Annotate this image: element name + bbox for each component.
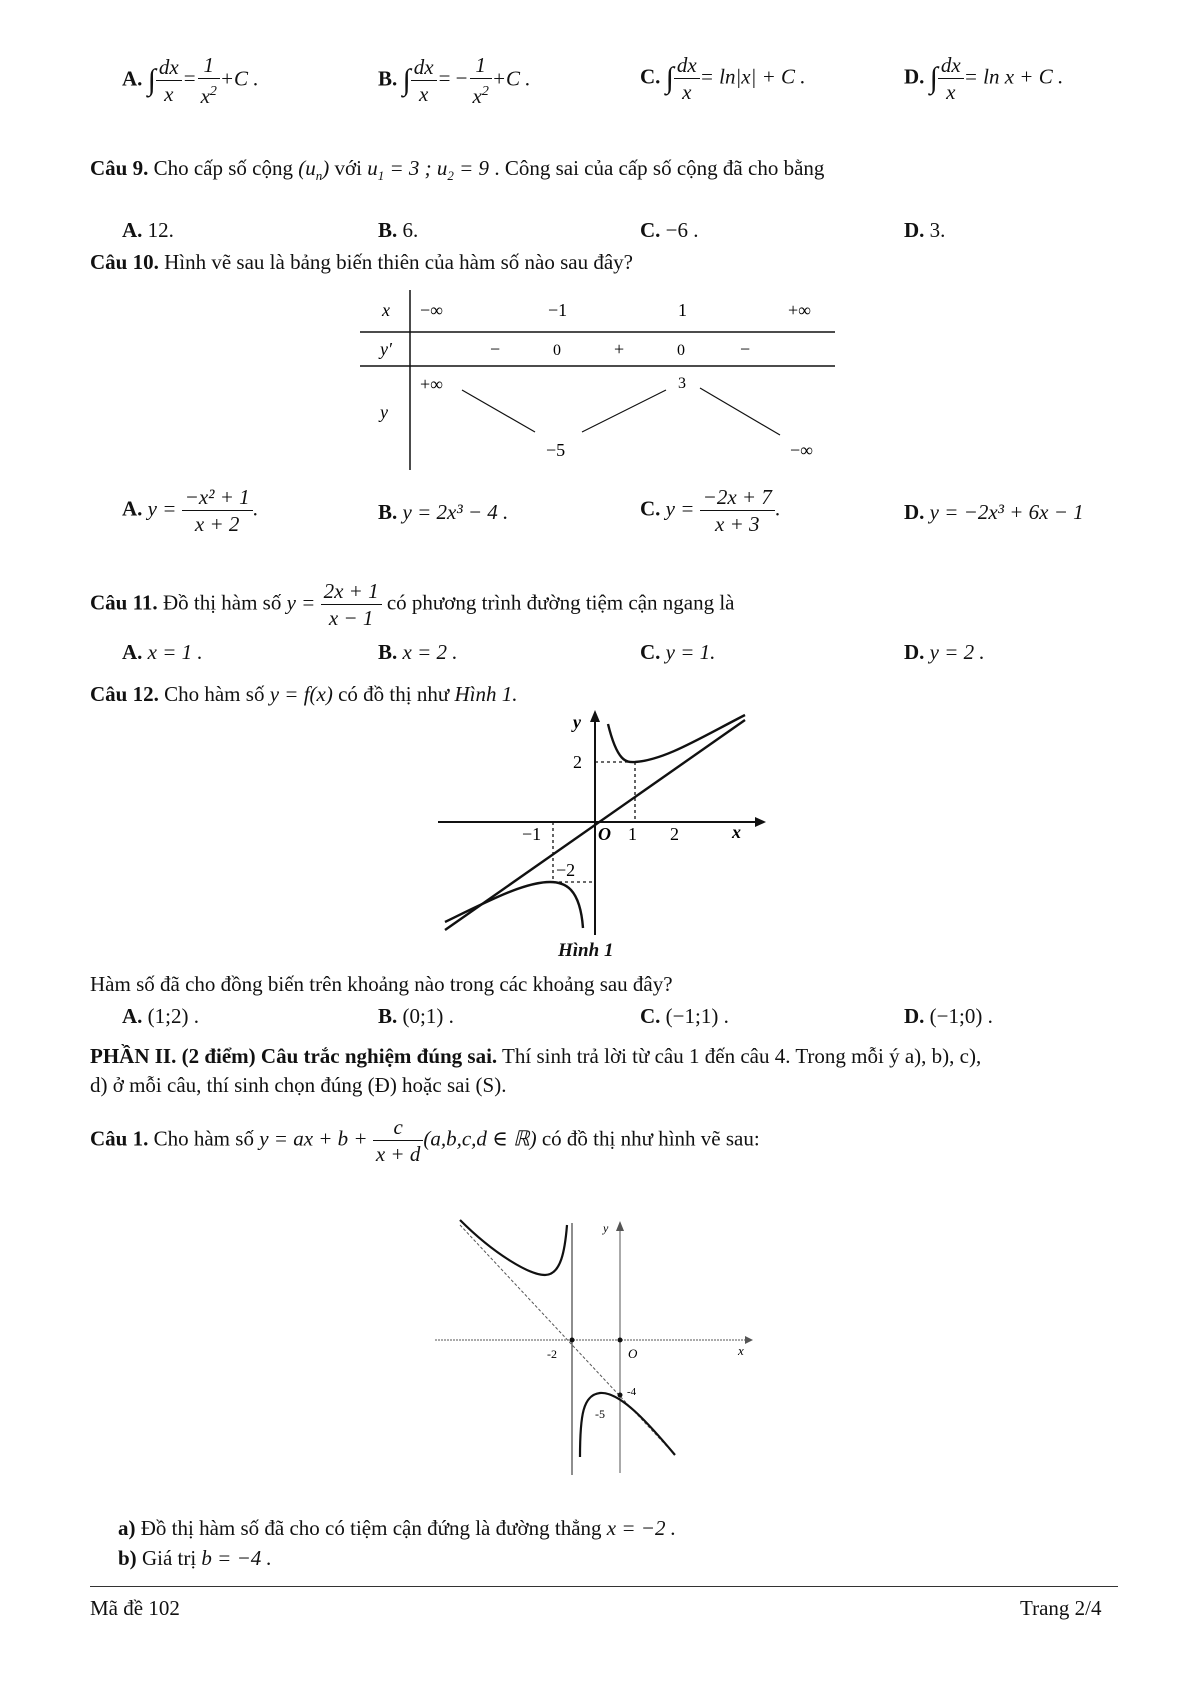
y-value: 3 [678,375,686,392]
page-number: Trang 2/4 [1020,1596,1102,1620]
svg-text:-5: -5 [595,1407,605,1421]
x-value: −1 [548,300,568,320]
p2q1-graph [435,1215,755,1475]
q12-option-d: D. (−1;0) . [904,1004,993,1028]
svg-text:O: O [598,824,611,844]
svg-text:−2: −2 [556,860,576,880]
svg-text:1: 1 [628,824,637,844]
q11-option-a: A. x = 1 . [122,640,203,664]
figure-caption: Hình 1 [558,940,614,961]
q8-option-c: C. ∫ $\frac{dx}{x}$ = ln|x| + C . [640,53,806,104]
y-value: −∞ [790,440,813,460]
q12-stem: Câu 12. Cho hàm số y = f(x) có đồ thị như Hình 1. [90,682,518,706]
y-value: +∞ [420,374,443,394]
part2-header: PHẦN II. (2 điểm) Câu trắc nghiệm đúng sai. Thí sinh trả lời từ câu 1 đến câu 4. Trong mỗi ý a), b), c), [90,1044,982,1068]
svg-text:O: O [628,1346,638,1361]
q10-option-b: B. y = 2x³ − 4 . [378,500,509,524]
svg-text:-4: -4 [627,1386,637,1398]
p2q1-stem: Câu 1. Cho hàm số y = ax + b + $\frac{c}{x + d}$ (a,b,c,d ∈ ℝ) có đồ thị như hình vẽ sau: [90,1115,760,1166]
yprime-sign: − [740,339,751,359]
q9-option-d: D. 3. [904,218,946,242]
svg-text:y: y [573,712,581,732]
svg-text:x: x [732,822,741,842]
exam-code: Mã đề 102 [90,1596,180,1620]
yprime-sign: + [614,339,625,359]
q12-question: Hàm số đã cho đồng biến trên khoảng nào trong các khoảng sau đây? [90,972,673,996]
y-header: y [380,402,388,422]
q9-option-a: A. 12. [122,218,174,242]
q8-option-d: D. ∫ $\frac{dx}{x}$ = ln x + C . [904,53,1064,104]
increasing-arrow [582,390,666,432]
q9-option-c: C. −6 . [640,218,699,242]
x-header: x [382,300,390,320]
q12-option-c: C. (−1;1) . [640,1004,729,1028]
svg-text:2: 2 [573,752,582,772]
svg-text:2: 2 [670,824,679,844]
decreasing-arrow [462,390,535,432]
q11-stem: Câu 11. Đồ thị hàm số y = $\frac{2x + 1}{x - 1}$ có phương trình đường tiệm cận ngang là [90,579,735,630]
hinh-1-graph [430,710,770,940]
q10-stem: Câu 10. Hình vẽ sau là bảng biến thiên của hàm số nào sau đây? [90,250,633,274]
q9-stem: Câu 9. Cho cấp số cộng $(u_n)$ với $u_1 = 3$ ; $u_2 = 9$ . Công sai của cấp số cộng đã cho bằng [90,156,825,184]
yprime-sign: − [490,339,501,359]
x-value: +∞ [788,300,811,320]
y-value: −5 [546,440,566,460]
variation-table [360,290,840,472]
yprime-zero: 0 [677,342,685,359]
q8-option-a: A. ∫ $\frac{dx}{x}$ = $\frac{1}{x^2}$ +C . [122,53,259,108]
part2-instructions: d) ở mỗi câu, thí sinh chọn đúng (Đ) hoặc sai (S). [90,1073,507,1097]
p2q1-statement-a: a) Đồ thị hàm số đã cho có tiệm cận đứng là đường thẳng x = −2 . [118,1516,676,1540]
q8-option-b: B. ∫ $\frac{dx}{x}$ = − $\frac{1}{x^2}$ +C . [378,53,531,108]
q11-option-d: D. y = 2 . [904,640,985,664]
p2q1-statement-b: b) Giá trị b = −4 . [118,1546,272,1570]
x-value: −∞ [420,300,443,320]
q10-option-d: D. y = −2x³ + 6x − 1 [904,500,1084,524]
svg-text:−1: −1 [522,824,542,844]
yprime-zero: 0 [553,342,561,359]
svg-text:-2: -2 [547,1347,557,1361]
decreasing-arrow [700,388,780,435]
q11-option-c: C. y = 1. [640,640,716,664]
x-value: 1 [678,300,687,320]
q11-option-b: B. x = 2 . [378,640,458,664]
q10-option-c: C. y = $\frac{-2x + 7}{x + 3}$ . [640,485,781,536]
svg-text:x: x [738,1343,744,1358]
footer-rule [90,1586,1118,1587]
q12-option-a: A. (1;2) . [122,1004,199,1028]
q12-option-b: B. (0;1) . [378,1004,454,1028]
svg-text:y: y [603,1221,609,1235]
yprime-header: y′ [380,339,392,359]
q10-option-a: A. y = $\frac{\text{−x² + 1}}{x + 2}$ . [122,485,258,536]
q9-option-b: B. 6. [378,218,419,242]
